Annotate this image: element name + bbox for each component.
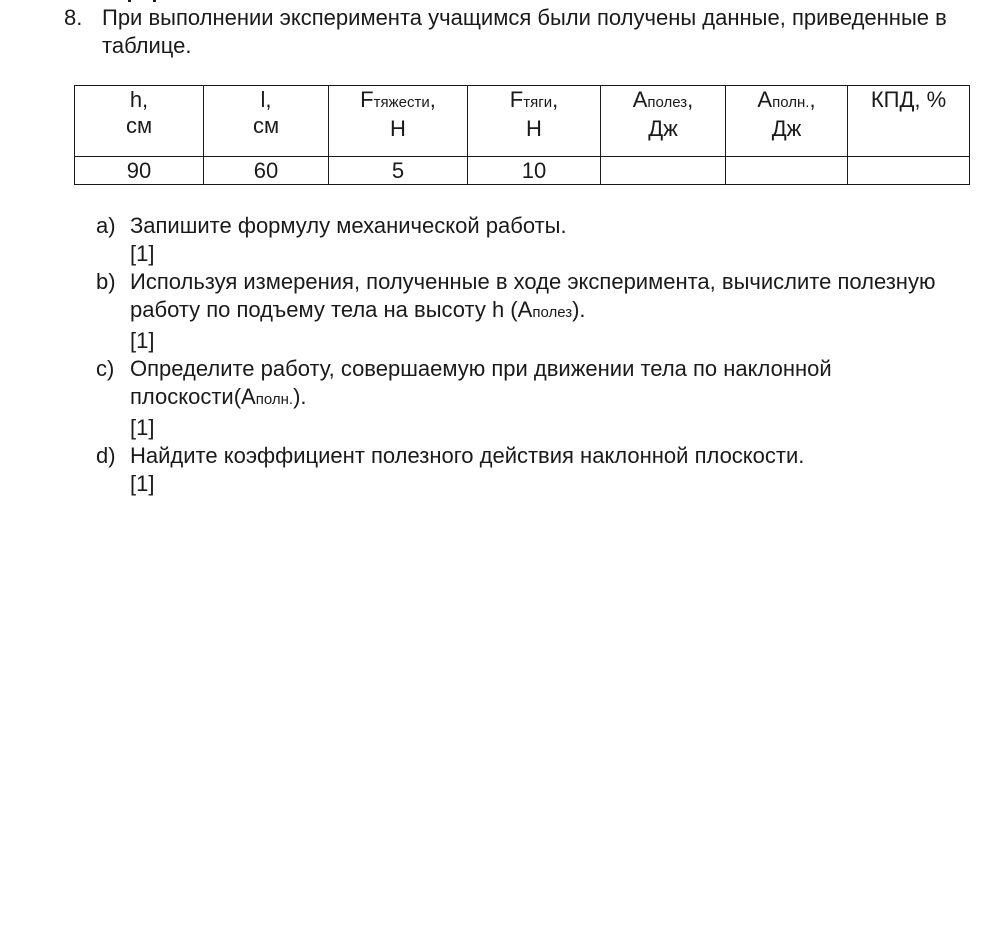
task-number: 8.: [64, 5, 83, 30]
question-letter: a): [96, 213, 116, 238]
header-symbol: F: [509, 87, 524, 112]
task-statement: При выполнении эксперимента учащимся были получены данные, приведенные в таблице.: [102, 5, 947, 58]
header-unit: Дж: [648, 116, 678, 141]
header-a-total: [726, 86, 848, 157]
mark-badge: [1]: [130, 328, 155, 353]
mark-badge: [1]: [130, 241, 155, 266]
header-symbol: h,: [129, 87, 149, 112]
header-symbol: КПД, %: [870, 87, 947, 112]
header-f-traction: [468, 86, 601, 157]
question-text-end: ).: [572, 297, 586, 322]
question-subscript: полез: [532, 304, 573, 321]
header-subscript: тяжести: [373, 94, 430, 111]
header-symbol: F: [360, 87, 374, 112]
question-text: Запишите формулу механической работы.: [130, 213, 567, 238]
question-list: [96, 212, 956, 498]
mark-badge: [1]: [130, 415, 155, 440]
header-l: [204, 86, 329, 157]
value-efficiency: [848, 157, 970, 185]
question-letter: b): [96, 269, 116, 294]
header-a-useful: [601, 86, 726, 157]
question-letter: c): [96, 356, 115, 381]
header-f-gravity: [329, 86, 468, 157]
question-subscript: полн.: [255, 391, 294, 408]
header-unit: см: [252, 113, 280, 138]
value-f-traction: 10: [468, 157, 601, 185]
value-a-total: [726, 157, 848, 185]
question-text-end: ).: [293, 384, 307, 409]
header-symbol: l,: [260, 87, 272, 112]
header-efficiency: [848, 86, 970, 157]
header-comma: ,: [429, 87, 436, 112]
value-h: 90: [75, 157, 204, 185]
question-text: Найдите коэффициент полезного действия наклонной плоскости.: [130, 443, 805, 468]
question-c: [96, 355, 956, 442]
question-d: [96, 442, 956, 498]
mark-badge: [1]: [130, 471, 155, 496]
table-row: [75, 157, 970, 185]
question-symbol: A: [241, 384, 256, 409]
value-l: 60: [204, 157, 329, 185]
header-subscript: тяги: [523, 94, 553, 111]
header-comma: ,: [687, 87, 694, 112]
question-b: [96, 268, 956, 355]
question-text: Используя измерения, полученные в ходе эксперимента, вычислите полезную работу по подъему тела на высоту h (: [130, 269, 936, 322]
value-a-useful: [601, 157, 726, 185]
table-header-row: [75, 86, 970, 157]
question-symbol: A: [517, 297, 533, 322]
header-unit: Дж: [771, 116, 802, 141]
header-unit: см: [125, 113, 153, 138]
experiment-data-table: [74, 85, 970, 185]
header-symbol: A: [757, 87, 773, 112]
question-a: [96, 212, 956, 268]
header-unit: Н: [526, 116, 542, 141]
header-symbol: A: [632, 87, 648, 112]
question-text: Определите работу, совершаемую при движении тела по наклонной плоскости(: [130, 356, 832, 409]
header-subscript: полез: [647, 94, 688, 111]
header-h: [75, 86, 204, 157]
header-unit: Н: [390, 116, 406, 141]
header-subscript: полн.: [772, 94, 810, 111]
question-letter: d): [96, 443, 116, 468]
cropped-mark-fragment: [128, 0, 156, 2]
value-f-gravity: 5: [329, 157, 468, 185]
header-comma: ,: [552, 87, 559, 112]
header-comma: ,: [809, 87, 816, 112]
